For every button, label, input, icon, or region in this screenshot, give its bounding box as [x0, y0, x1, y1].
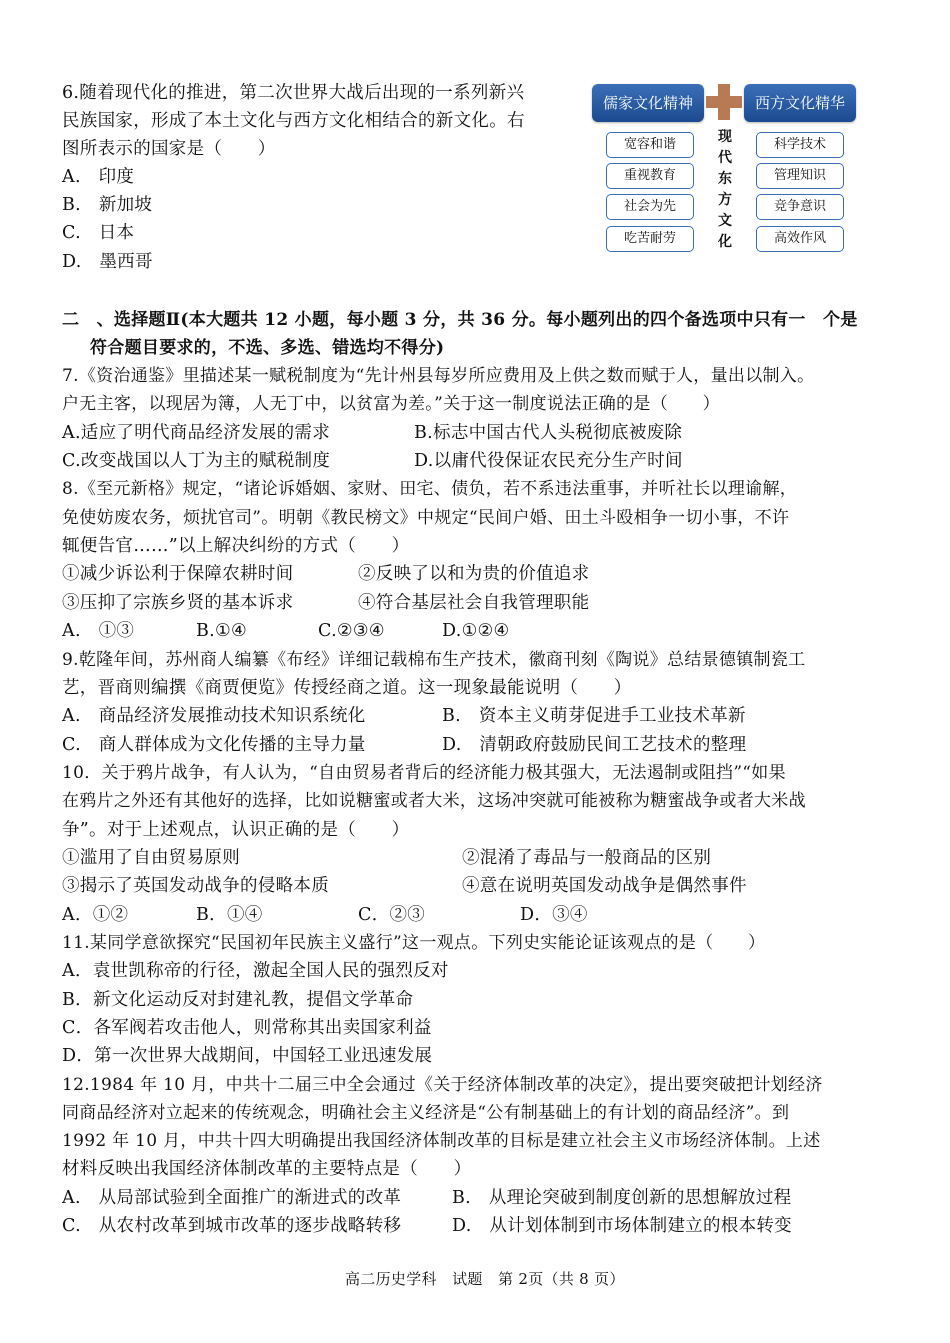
diagram-left-item: 重视教育	[606, 163, 694, 189]
q6-option-a: A. 印度	[62, 167, 135, 187]
q10-option-c: C．②③	[358, 905, 426, 925]
q10-stem-line-2: 在鸦片之外还有其他好的选择，比如说糖蜜或者大米，这场冲突就可能被称为糖蜜战争或者大米战	[62, 791, 806, 811]
q9-option-a: A. 商品经济发展推动技术知识系统化	[62, 706, 366, 726]
q8-option-b: B.①④	[196, 621, 247, 641]
q8-statement: ③压抑了宗族乡贤的基本诉求	[62, 593, 294, 613]
diagram-center-char: 化	[718, 234, 732, 250]
q10-option-a: A．①②	[62, 905, 129, 925]
q6-stem-line-2: 民族国家，形成了本土文化与西方文化相结合的新文化。右	[62, 111, 525, 131]
q8-statement: ②反映了以和为贵的价值追求	[358, 564, 590, 584]
q8-option-c: C.②③④	[318, 621, 385, 641]
diagram-center-char: 方	[718, 192, 732, 208]
q12-option-c: C. 从农村改革到城市改革的逐步战略转移	[62, 1216, 402, 1236]
diagram-right-item: 管理知识	[756, 163, 844, 189]
diagram-center-char: 现	[718, 129, 732, 145]
diagram-center-char: 代	[718, 150, 732, 166]
q7-option-a: A.适应了明代商品经济发展的需求	[62, 423, 330, 443]
diagram-left-header: 儒家文化精神	[592, 84, 704, 122]
q11-option-c: C．各军阀若攻击他人，则常称其出卖国家利益	[62, 1018, 432, 1038]
q8-stem-line-1: 8.《至元新格》规定，“诸论诉婚姻、家财、田宅、债负，若不系违法重事，并听社长以理谕解，	[62, 479, 798, 499]
q8-option-a: A. ①③	[62, 621, 135, 641]
q10-option-b: B．①④	[196, 905, 263, 925]
q11-option-d: D．第一次世界大战期间，中国轻工业迅速发展	[62, 1046, 433, 1066]
diagram-left-item: 宽容和谐	[606, 132, 694, 158]
diagram-right-item: 高效作风	[756, 226, 844, 252]
q6-stem-line-1: 6.随着现代化的推进，第二次世界大战后出现的一系列新兴	[62, 83, 525, 103]
q11-stem: 11.某同学意欲探究“民国初年民族主义盛行”这一观点。下列史实能论证该观点的是（ ）	[62, 933, 766, 953]
diagram-right-item: 科学技术	[756, 132, 844, 158]
diagram-center-char: 文	[718, 213, 732, 229]
q9-option-d: D. 清朝政府鼓励民间工艺技术的整理	[442, 735, 747, 755]
q10-stem-line-1: 10．关于鸦片战争，有人认为，“自由贸易者背后的经济能力极其强大，无法遏制或阻挡”“如果	[62, 763, 786, 783]
q8-statement: ①减少诉讼利于保障农耕时间	[62, 564, 294, 584]
q12-stem-line-1: 12.1984 年 10 月，中共十二届三中全会通过《关于经济体制改革的决定》，提出要突破把计划经济	[62, 1075, 823, 1095]
diagram-left-item: 社会为先	[606, 194, 694, 220]
q10-statement: ③揭示了英国发动战争的侵略本质	[62, 876, 329, 896]
q9-stem-line-1: 9.乾隆年间，苏州商人编纂《布经》详细记载棉布生产技术，徽商刊刻《陶说》总结景德镇制瓷工	[62, 650, 806, 670]
q10-stem-line-3: 争”。对于上述观点，认识正确的是（ ）	[62, 820, 410, 840]
q10-option-d: D．③④	[520, 905, 588, 925]
page-footer: 高二历史学科 试题 第 2页（共 8 页）	[345, 1270, 625, 1288]
q10-statement: ①滥用了自由贸易原则	[62, 848, 240, 868]
q7-stem-line-2: 户无主客，以现居为簿，人无丁中，以贫富为差。”关于这一制度说法正确的是（ ）	[62, 394, 720, 414]
section-2-heading-line-1: 二 、选择题Ⅱ(本大题共 12 小题，每小题 3 分，共 36 分。每小题列出的四个备选项中只有一 个是	[62, 310, 858, 330]
q9-option-b: B. 资本主义萌芽促进手工业技术革新	[442, 706, 746, 726]
q8-stem-line-3: 辄便告官……”以上解决纠纷的方式（ ）	[62, 536, 410, 556]
q9-option-c: C. 商人群体成为文化传播的主导力量	[62, 735, 366, 755]
q6-stem-line-3: 图所表示的国家是（ ）	[62, 139, 276, 159]
q6-option-d: D. 墨西哥	[62, 252, 153, 272]
q10-statement: ②混淆了毒品与一般商品的区别	[462, 848, 712, 868]
q11-option-b: B．新文化运动反对封建礼教，提倡文学革命	[62, 990, 414, 1010]
q6-option-c: C. 日本	[62, 223, 135, 243]
diagram-right-header: 西方文化精华	[744, 84, 856, 122]
diagram-center-char: 东	[718, 171, 732, 187]
q7-option-b: B.标志中国古代人头税彻底被废除	[414, 423, 683, 443]
q8-option-d: D.①②④	[442, 621, 510, 641]
q9-stem-line-2: 艺，晋商则编撰《商贾便览》传授经商之道。这一现象最能说明（ ）	[62, 678, 632, 698]
q8-statement: ④符合基层社会自我管理职能	[358, 593, 590, 613]
q12-option-d: D. 从计划体制到市场体制建立的根本转变	[452, 1216, 792, 1236]
diagram-left-item: 吃苦耐劳	[606, 226, 694, 252]
plus-icon	[706, 84, 742, 120]
q7-stem-line-1: 7.《资治通鉴》里描述某一赋税制度为“先计州县每岁所应费用及上供之数而赋于人，量出以制入。	[62, 366, 815, 386]
q12-option-b: B. 从理论突破到制度创新的思想解放过程	[452, 1188, 792, 1208]
diagram-right-item: 竞争意识	[756, 194, 844, 220]
q7-option-c: C.改变战国以人丁为主的赋税制度	[62, 451, 331, 471]
q12-stem-line-3: 1992 年 10 月，中共十四大明确提出我国经济体制改革的目标是建立社会主义市场经济体制。上述	[62, 1131, 821, 1151]
q7-option-d: D.以庸代役保证农民充分生产时间	[414, 451, 683, 471]
q12-option-a: A. 从局部试验到全面推广的渐进式的改革	[62, 1188, 402, 1208]
q8-stem-line-2: 免使妨废农务，烦扰官司”。明朝《教民榜文》中规定“民间户婚、田土斗殴相争一切小事，不许	[62, 508, 790, 528]
section-2-heading-line-2: 符合题目要求的，不选、多选、错选均不得分)	[90, 338, 445, 358]
culture-diagram	[592, 80, 860, 258]
q6-option-b: B. 新加坡	[62, 195, 153, 215]
q11-option-a: A．袁世凯称帝的行径，激起全国人民的强烈反对	[62, 961, 449, 981]
q12-stem-line-2: 同商品经济对立起来的传统观念，明确社会主义经济是“公有制基础上的有计划的商品经济”。到	[62, 1103, 790, 1123]
q10-statement: ④意在说明英国发动战争是偶然事件	[462, 876, 747, 896]
q12-stem-line-4: 材料反映出我国经济体制改革的主要特点是（ ）	[62, 1159, 472, 1179]
